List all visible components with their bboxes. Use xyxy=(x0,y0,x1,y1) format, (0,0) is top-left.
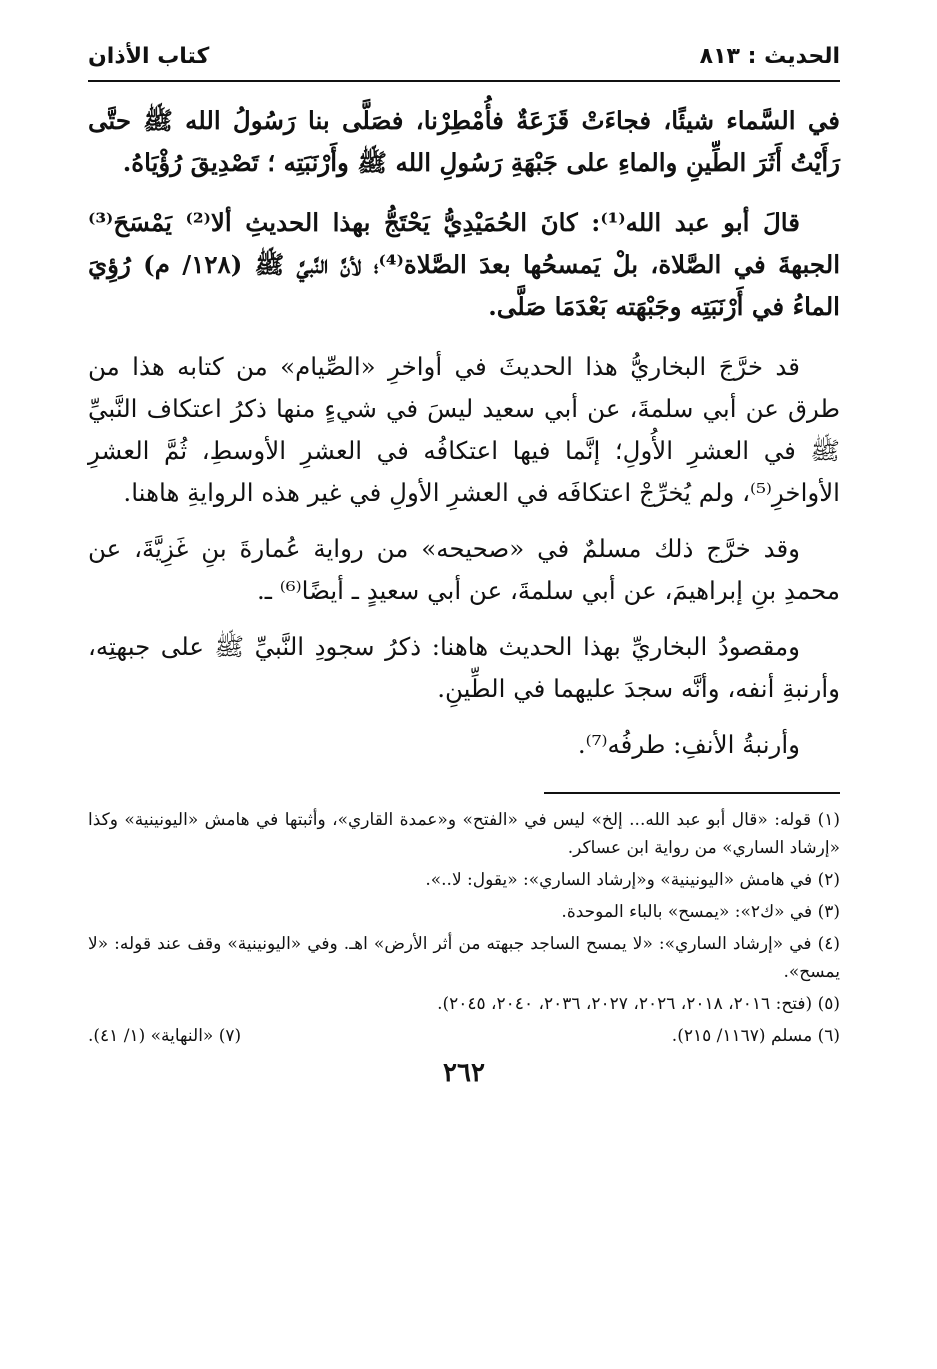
book-title: كتاب الأذان xyxy=(88,44,210,69)
abu-abdullah-comment: قالَ أبو عبد الله⁽¹⁾: كانَ الحُمَيْدِيُّ يَحْتَجُّ بهذا الحديثِ ألا⁽²⁾ يَمْسَحَ⁽³⁾ الجبهةَ في الصَّلاة، بلْ يَمسحُها بعدَ الصَّلاة⁽⁴⁾؛ لأنَّ النَّبيَّ ﷺ (١٢٨/ م) رُؤِيَ الماءُ في أَرْنَبَتِه وجَبْهَته بَعْدَمَا صَلَّى. xyxy=(88,208,841,321)
hadith-number-label: الحديث : ٨١٣ xyxy=(699,44,840,69)
footnote-separator xyxy=(544,792,840,794)
commentary-paragraph-1: قد خرَّجَ البخاريُّ هذا الحديثَ في أواخرِ «الصِّيام» من كتابه هذا من طرق عن أبي سلمةَ، عن أبي سعيد ليسَ في شيءٍ منها ذكرُ اعتكاف النَّبيِّ ﷺ في العشرِ الأُولِ؛ إنَّما فيها اعتكافُه في العشرِ الأوسطِ، ثُمَّ العشرِ الأواخرِ⁽⁵⁾، ولم يُخرِّجْ اعتكافَه في العشرِ الأولِ في غير هذه الروايةِ هاهنا. xyxy=(88,352,840,507)
footnote-row-6-7 xyxy=(88,1022,840,1050)
commentary-paragraph-4: وأرنبةُ الأنفِ: طرفُه⁽⁷⁾. xyxy=(577,730,800,759)
footnote-5: (٥) (فتح: ٢٠١٦، ٢٠١٨، ٢٠٢٦، ٢٠٢٧، ٢٠٣٦، ٢٠٤٠، ٢٠٤٥). xyxy=(437,994,840,1014)
footnote-2: (٢) في هامش «اليونينية» و«إرشاد الساري»: «يقول: لا..». xyxy=(425,870,840,890)
running-header xyxy=(88,38,840,82)
page-number: ٢٦٢ xyxy=(443,1058,485,1088)
main-text xyxy=(88,100,840,766)
footnote-6: (٦) مسلم (١١٦٧/ ٢١٥). xyxy=(671,1026,840,1046)
commentary-paragraph-3: ومقصودُ البخاريِّ بهذا الحديث هاهنا: ذكرُ سجودِ النَّبيِّ ﷺ على جبهتِه، وأرنبةِ أنفه، وأنَّه سجدَ عليهما في الطِّينِ. xyxy=(88,632,840,703)
footnote-1: (١) قوله: «قال أبو عبد الله... إلخ» ليس في «الفتح» و«عمدة القاري»، وأثبتها في هامش «اليونينية» وكذا «إرشاد الساري» من رواية ابن عساكر. xyxy=(88,810,840,858)
hadith-text-continuation: في السَّماء شيئًا، فجاءَتْ قَزَعَةٌ فأُمْطِرْنا، فصَلَّى بنا رَسُولُ الله ﷺ حتَّى رَأَيْتُ أَثَرَ الطِّينِ والماءِ على جَبْهَةِ رَسُولِ الله ﷺ وأَرْنَبَتِه ؛ تَصْدِيقَ رُؤْيَاهُ. xyxy=(88,106,840,177)
commentary-paragraph-2: وقد خرَّج ذلك مسلمٌ في «صحيحه» من رواية عُمارةَ بنِ غَزِيَّةَ، عن محمدِ بنِ إبراهيمَ، عن أبي سلمةَ، عن أبي سعيدٍ ـ أيضًا⁽⁶⁾ ـ. xyxy=(88,534,840,605)
footnote-7: (٧) «النهاية» (١/ ٤١). xyxy=(88,1026,242,1046)
footnotes xyxy=(88,806,840,1050)
footnote-4: (٤) في «إرشاد الساري»: «لا يمسح الساجد جبهته من أثر الأرض» اهـ. وفي «اليونينية» وقف عند قوله: «لا يمسح». xyxy=(88,934,840,982)
page xyxy=(88,38,840,1358)
footnote-3: (٣) في «ك٢»: «يمسح» بالباء الموحدة. xyxy=(561,902,840,922)
